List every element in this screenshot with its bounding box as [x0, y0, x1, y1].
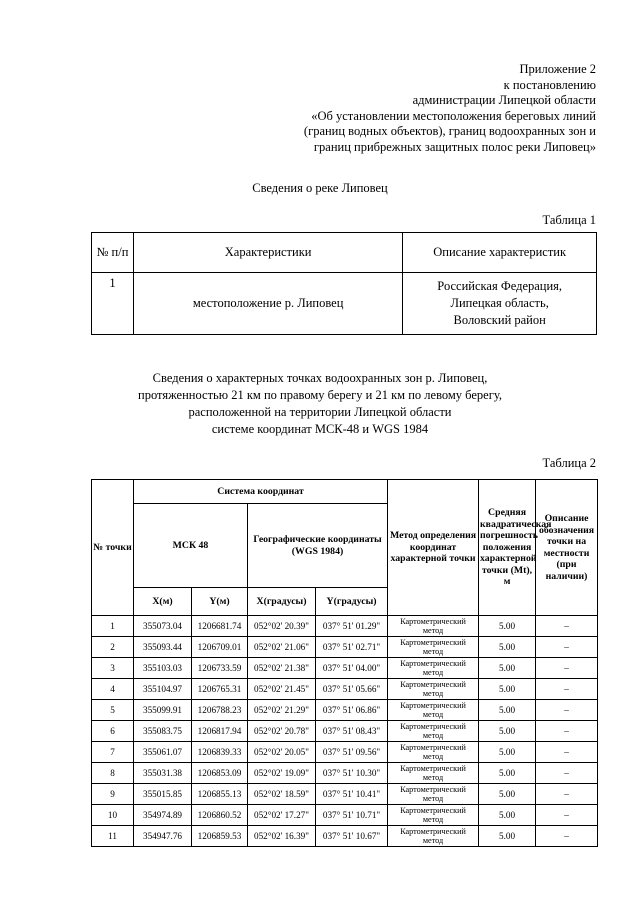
cell-method: Картометрический метод — [388, 721, 479, 742]
cell-y-degrees: 037° 51' 02.71" — [316, 637, 388, 658]
river-info-title: Сведения о реке Липовец — [252, 181, 388, 195]
cell-y-degrees: 037° 51' 10.67" — [316, 826, 388, 847]
cell-description: – — [536, 700, 598, 721]
table1-cell-description — [403, 273, 597, 335]
appendix-line: администрации Липецкой области — [412, 93, 596, 108]
cell-x-meters: 355015.85 — [134, 784, 192, 805]
cell-y-meters: 1206839.33 — [192, 742, 248, 763]
cell-x-meters: 354947.76 — [134, 826, 192, 847]
cell-description: – — [536, 616, 598, 637]
appendix-line: границ прибрежных защитных полос реки Липовец» — [313, 139, 596, 154]
table1-cell-characteristic: местоположение р. Липовец — [133, 273, 402, 335]
table1-header-characteristics: Характеристики — [133, 233, 402, 273]
cell-y-degrees: 037° 51' 06.86" — [316, 700, 388, 721]
cell-error: 5.00 — [479, 784, 536, 805]
table-row — [92, 742, 598, 763]
cell-description: – — [536, 805, 598, 826]
table-row — [92, 784, 598, 805]
cell-method: Картометрический метод — [388, 742, 479, 763]
cell-y-degrees: 037° 51' 04.00" — [316, 658, 388, 679]
header-point-num: № точки — [92, 480, 134, 616]
header-coord-system: Система координат — [134, 480, 388, 504]
cell-x-meters: 355073.04 — [134, 616, 192, 637]
header-description: Описание обозначения точки на местности (при наличии) — [536, 480, 598, 616]
cell-y-meters: 1206853.09 — [192, 763, 248, 784]
cell-description: – — [536, 679, 598, 700]
cell-method: Картометрический метод — [388, 700, 479, 721]
description-line: Липецкая область, — [450, 296, 549, 310]
cell-x-meters: 354974.89 — [134, 805, 192, 826]
cell-y-meters: 1206709.01 — [192, 637, 248, 658]
cell-x-meters: 355099.91 — [134, 700, 192, 721]
appendix-line: Приложение 2 — [519, 62, 596, 76]
cell-description: – — [536, 784, 598, 805]
header-geo-coords: Географические координаты (WGS 1984) — [248, 504, 388, 588]
cell-description: – — [536, 637, 598, 658]
cell-error: 5.00 — [479, 700, 536, 721]
points-info-title — [0, 370, 640, 438]
table1-header-description: Описание характеристик — [403, 233, 597, 273]
cell-error: 5.00 — [479, 616, 536, 637]
cell-error: 5.00 — [479, 805, 536, 826]
table-row — [92, 763, 598, 784]
appendix-header — [270, 62, 596, 156]
points-title-line: системе координат МСК-48 и WGS 1984 — [211, 422, 429, 436]
table2-label: Таблица 2 — [542, 456, 596, 470]
cell-description: – — [536, 826, 598, 847]
cell-y-meters: 1206855.13 — [192, 784, 248, 805]
cell-x-degrees: 052°02' 16.39" — [248, 826, 316, 847]
description-line: Российская Федерация, — [437, 279, 563, 293]
cell-x-degrees: 052°02' 20.39" — [248, 616, 316, 637]
characteristic-points-table — [91, 479, 598, 847]
table-row — [92, 805, 598, 826]
cell-x-degrees: 052°02' 17.27" — [248, 805, 316, 826]
cell-error: 5.00 — [479, 679, 536, 700]
table-row — [92, 721, 598, 742]
cell-point-number: 2 — [92, 637, 134, 658]
points-title-line: расположенной на территории Липецкой области — [188, 405, 452, 419]
header-x-m: X(м) — [134, 588, 192, 616]
cell-y-degrees: 037° 51' 05.66" — [316, 679, 388, 700]
cell-method: Картометрический метод — [388, 616, 479, 637]
cell-description: – — [536, 658, 598, 679]
cell-y-meters: 1206859.53 — [192, 826, 248, 847]
cell-point-number: 10 — [92, 805, 134, 826]
cell-y-meters: 1206860.52 — [192, 805, 248, 826]
table1-row — [92, 273, 597, 335]
cell-x-degrees: 052°02' 21.45" — [248, 679, 316, 700]
table-row — [92, 658, 598, 679]
cell-y-degrees: 037° 51' 09.56" — [316, 742, 388, 763]
cell-y-degrees: 037° 51' 10.30" — [316, 763, 388, 784]
cell-x-degrees: 052°02' 20.05" — [248, 742, 316, 763]
cell-x-meters: 355061.07 — [134, 742, 192, 763]
table-row — [92, 826, 598, 847]
cell-method: Картометрический метод — [388, 658, 479, 679]
cell-y-degrees: 037° 51' 08.43" — [316, 721, 388, 742]
cell-x-meters: 355104.97 — [134, 679, 192, 700]
cell-error: 5.00 — [479, 637, 536, 658]
cell-y-meters: 1206681.74 — [192, 616, 248, 637]
appendix-line: «Об установлении местоположения береговых линий — [311, 108, 596, 123]
cell-method: Картометрический метод — [388, 679, 479, 700]
cell-y-degrees: 037° 51' 10.41" — [316, 784, 388, 805]
points-title-line: протяженностью 21 км по правому берегу и 21 км по левому берегу, — [138, 388, 502, 402]
cell-method: Картометрический метод — [388, 637, 479, 658]
cell-x-degrees: 052°02' 20.78" — [248, 721, 316, 742]
appendix-line: к постановлению — [503, 77, 596, 92]
table2-body — [92, 616, 598, 847]
header-msk48: МСК 48 — [134, 504, 248, 588]
cell-point-number: 11 — [92, 826, 134, 847]
table1-header-row — [92, 233, 597, 273]
table-row — [92, 616, 598, 637]
cell-y-meters: 1206817.94 — [192, 721, 248, 742]
cell-error: 5.00 — [479, 721, 536, 742]
header-method: Метод определения координат характерной точки — [388, 480, 479, 616]
cell-y-meters: 1206733.59 — [192, 658, 248, 679]
cell-x-degrees: 052°02' 19.09" — [248, 763, 316, 784]
header-y-deg: Y(градусы) — [316, 588, 388, 616]
cell-error: 5.00 — [479, 826, 536, 847]
appendix-line: (границ водных объектов), границ водоохранных зон и — [303, 124, 596, 139]
river-characteristics-table — [91, 232, 597, 335]
header-y-m: Y(м) — [192, 588, 248, 616]
cell-x-degrees: 052°02' 21.29" — [248, 700, 316, 721]
cell-point-number: 6 — [92, 721, 134, 742]
table1-label: Таблица 1 — [542, 213, 596, 227]
cell-x-meters: 355083.75 — [134, 721, 192, 742]
cell-point-number: 1 — [92, 616, 134, 637]
cell-point-number: 5 — [92, 700, 134, 721]
cell-y-degrees: 037° 51' 10.71" — [316, 805, 388, 826]
cell-error: 5.00 — [479, 763, 536, 784]
cell-point-number: 7 — [92, 742, 134, 763]
cell-point-number: 9 — [92, 784, 134, 805]
table-row — [92, 700, 598, 721]
cell-x-meters: 355093.44 — [134, 637, 192, 658]
cell-y-meters: 1206788.23 — [192, 700, 248, 721]
header-error: Средняя квадратическая погрешность положения характерной точки (Mt), м — [479, 480, 536, 616]
cell-x-meters: 355031.38 — [134, 763, 192, 784]
table2-header-row-1 — [92, 480, 598, 504]
cell-point-number: 4 — [92, 679, 134, 700]
table1-header-num: № п/п — [92, 233, 134, 273]
cell-method: Картометрический метод — [388, 784, 479, 805]
cell-method: Картометрический метод — [388, 826, 479, 847]
cell-point-number: 8 — [92, 763, 134, 784]
cell-x-degrees: 052°02' 21.38" — [248, 658, 316, 679]
table-row — [92, 637, 598, 658]
cell-x-degrees: 052°02' 21.06" — [248, 637, 316, 658]
table1-cell-num: 1 — [92, 273, 134, 335]
description-line: Воловский район — [453, 313, 546, 327]
cell-y-degrees: 037° 51' 01.29" — [316, 616, 388, 637]
points-title-line: Сведения о характерных точках водоохранных зон р. Липовец, — [152, 371, 488, 385]
cell-y-meters: 1206765.31 — [192, 679, 248, 700]
table-row — [92, 679, 598, 700]
cell-error: 5.00 — [479, 658, 536, 679]
header-x-deg: X(градусы) — [248, 588, 316, 616]
cell-error: 5.00 — [479, 742, 536, 763]
cell-description: – — [536, 721, 598, 742]
cell-point-number: 3 — [92, 658, 134, 679]
cell-description: – — [536, 742, 598, 763]
cell-method: Картометрический метод — [388, 805, 479, 826]
cell-x-degrees: 052°02' 18.59" — [248, 784, 316, 805]
cell-description: – — [536, 763, 598, 784]
cell-x-meters: 355103.03 — [134, 658, 192, 679]
cell-method: Картометрический метод — [388, 763, 479, 784]
